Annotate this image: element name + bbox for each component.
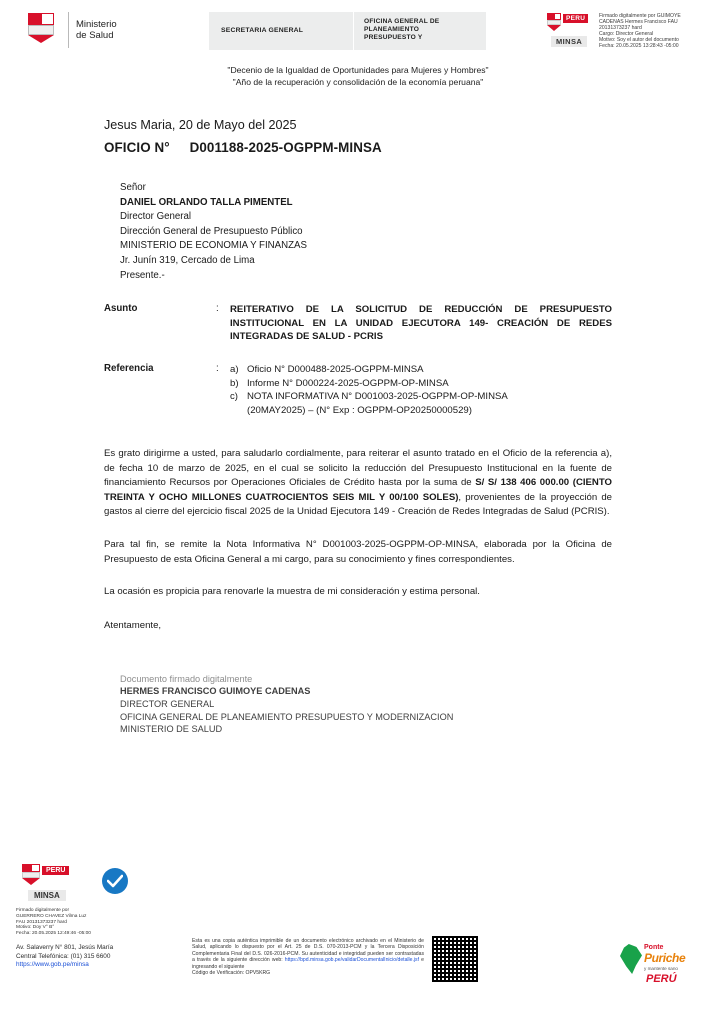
addressee-name: DANIEL ORLANDO TALLA PIMENTEL xyxy=(120,196,293,208)
authenticity-note xyxy=(192,938,424,976)
paragraph-2: Para tal fin, se remite la Nota Informativa N° D001003-2025-OGPPM-OP-MINSA, elaborada por la Oficina de Presupuesto de esta Oficina General a mi cargo, para su conocimiento y fines correspondientes. xyxy=(104,538,612,565)
footer-signature-text xyxy=(16,908,176,937)
digital-signature-stamp-top xyxy=(545,12,715,54)
paragraph-1-part-b: , provenientes de la proyección de gastos al cierre del ejercicio fiscal 2025 de la Unidad Ejecutora 149 - Creación de Redes Integradas de Salud (PCRIS). xyxy=(104,491,613,518)
asunto-colon: : xyxy=(216,303,219,315)
ref-letter-b: b) xyxy=(230,377,239,389)
place-and-date: Jesus Maria, 20 de Mayo del 2025 xyxy=(104,118,297,132)
sig-top-line-5: Motivo: Soy el autor del documento xyxy=(599,37,679,44)
minsa-tag: MINSA xyxy=(551,36,587,47)
secretaria-general-label: SECRETARIA GENERAL xyxy=(221,27,304,34)
digital-signature-top-text xyxy=(599,13,715,50)
referencia-colon: : xyxy=(216,363,219,375)
minsa-badge-icon xyxy=(545,12,593,52)
addressee-presente: Presente.- xyxy=(120,269,165,281)
ref-text-b: Informe N° D000224-2025-OGPPM-OP-MINSA xyxy=(247,377,449,389)
footer-sig-line-5: Fecha: 20.05.2025 12:49:46 -05:00 xyxy=(16,931,91,937)
footer-sig-line-4: Motivo: Doy V° B° xyxy=(16,925,55,931)
list-item xyxy=(230,363,612,376)
header-box-oficina-general xyxy=(353,12,486,50)
sig-top-line-6: Fecha: 20.05.2025 13:28:43 -05:00 xyxy=(599,43,679,50)
asunto-block xyxy=(104,303,612,343)
oficina-line-1: OFICINA GENERAL DE xyxy=(364,18,440,25)
signer-entity: MINISTERIO DE SALUD xyxy=(120,724,223,735)
addressee-position: Director General xyxy=(120,211,192,223)
ref-text-a: Oficio N° D000488-2025-OGPPM-MINSA xyxy=(247,364,424,376)
header-divider xyxy=(68,12,69,48)
signer-title: DIRECTOR GENERAL xyxy=(120,698,215,709)
ref-letter-c: c) xyxy=(230,391,238,403)
authenticity-note-tail: e ingresando el siguiente xyxy=(192,957,424,970)
footer-sig-line-1: Firmado digitalmente por xyxy=(16,908,70,913)
list-item xyxy=(230,377,612,390)
signature-block xyxy=(120,673,612,736)
authenticity-note-text: Esta es una copia auténtica imprimible de un documento electrónico archivado en el Ministerio de Salud, aplicando lo dispuesto por el Art. 25 de D.S. 070-2013-PCM y la Tercera Disposición Complementaria Final del D.S. 026-2016-PCM. Su autenticidad e integridad pueden ser contrastadas a través de la siguiente dirección web: xyxy=(192,938,424,964)
paragraph-1 xyxy=(104,447,612,520)
peru-tag: PERU xyxy=(563,14,588,23)
campaign-line-1: Ponte xyxy=(644,944,664,951)
addressee-entity: MINISTERIO DE ECONOMIA Y FINANZAS xyxy=(120,240,307,252)
asunto-label: Asunto xyxy=(104,303,138,315)
oficio-line xyxy=(104,140,612,155)
paragraph-1-amount: S/ S/ 138 406 000.00 (CIENTO TREINTA Y OCHO MILLONES CUATROCIENTOS SEIS MIL Y 00/100 SOLES) xyxy=(104,477,613,503)
referencia-block xyxy=(104,363,612,417)
minsa-tag-footer: MINSA xyxy=(28,890,66,901)
footer-address-line-1: Av. Salaverry N° 801, Jesús María xyxy=(16,944,114,951)
digital-signature-stamp-bottom xyxy=(16,862,186,937)
closing-line: Atentamente, xyxy=(104,619,162,631)
verification-code: Código de Verificación: OPV5KRG xyxy=(192,970,271,977)
sig-top-line-1: Firmado digitalmente por GUIMOYE xyxy=(599,13,681,19)
slogan-line-1: "Decenio de la Igualdad de Oportunidades para Mujeres y Hombres" xyxy=(227,65,489,75)
peru-coat-of-arms-icon xyxy=(20,10,62,50)
paragraph-1-part-a: Es grato dirigirme a usted, para saludarlo cordialmente, para reiterar el asunto tratado en el Oficio de la referencia a), de fecha 10 de marzo de 2025, en el cual se solicito la reducción del Presupuesto Institucional en la fuente de financiamiento Recursos por Operaciones Oficiales de Crédito hasta por la suma de xyxy=(104,448,612,489)
sig-top-line-3: 20131373237 hard xyxy=(599,25,642,32)
list-item xyxy=(230,390,612,403)
sig-top-line-2: CADENAS Hermes Francisco FAU xyxy=(599,19,678,26)
oficio-label: OFICIO N° xyxy=(104,140,170,155)
peru-map-icon xyxy=(620,944,642,974)
addressee-address: Jr. Junín 319, Cercado de Lima xyxy=(120,254,255,266)
asunto-text: REITERATIVO DE LA SOLICITUD DE REDUCCIÓN DE PRESUPUESTO INSTITUCIONAL EN LA UNIDAD EJECUTORA 149- CREACIÓN DE REDES INTEGRADAS DE SALUD - PCRIS xyxy=(230,304,612,342)
referencia-label: Referencia xyxy=(104,363,154,375)
paragraph-3: La ocasión es propicia para renovarle la muestra de mi consideración y estima personal. xyxy=(104,586,480,598)
oficina-line-2: PLANEAMIENTO xyxy=(364,26,420,33)
addressee-block xyxy=(120,181,612,283)
oficina-general-label xyxy=(364,18,439,42)
verified-check-icon xyxy=(102,868,128,894)
addressee-office: Dirección General de Presupuesto Público xyxy=(120,225,303,237)
header-box-secretaria-general xyxy=(208,12,353,50)
footer-sig-line-3: FAU 20131373237 hard xyxy=(16,919,67,925)
document-header xyxy=(20,8,696,56)
ref-letter-a: a) xyxy=(230,364,239,376)
ministry-name xyxy=(76,19,117,41)
verification-qr-code xyxy=(432,936,478,982)
footer-address xyxy=(16,944,113,970)
ref-text-c: NOTA INFORMATIVA N° D001003-2025-OGPPM-OP-MINSA xyxy=(247,391,508,403)
signer-name: HERMES FRANCISCO GUIMOYE CADENAS xyxy=(120,686,311,697)
campaign-line-2: Puriche xyxy=(644,951,686,965)
addressee-salutation: Señor xyxy=(120,182,146,193)
ministry-line-1: Ministerio xyxy=(76,19,117,30)
minsa-badge-icon-footer xyxy=(16,862,90,906)
referencia-list xyxy=(230,363,612,417)
ministry-line-2: de Salud xyxy=(76,30,114,41)
slogan-line-2: "Año de la recuperación y consolidación de la economía peruana" xyxy=(232,77,484,87)
signer-office: OFICINA GENERAL DE PLANEAMIENTO PRESUPUESTO Y MODERNIZACION xyxy=(120,711,454,722)
campaign-logo xyxy=(616,942,700,988)
footer-website-link[interactable]: https://www.gob.pe/minsa xyxy=(16,961,89,969)
official-slogan xyxy=(0,64,716,88)
footer-sig-line-2: GUERRERO CHAVEZ Vilma Luz xyxy=(16,913,87,919)
footer-address-line-2: Central Telefónica: (01) 315 6600 xyxy=(16,952,111,960)
campaign-line-3: y mantente sano xyxy=(644,966,678,971)
ref-sub-text: (20MAY2025) – (N° Exp : OGPPM-OP20250000529) xyxy=(247,404,472,416)
document-body xyxy=(104,118,612,736)
peru-tag-footer: PERU xyxy=(42,866,69,875)
oficio-number: D001188-2025-OGPPM-MINSA xyxy=(189,140,382,155)
campaign-peru-word: PERÚ xyxy=(646,973,677,985)
authenticity-note-link[interactable]: https://bpd.minsa.gob.pe/validarDocumentalInicio/detalle.jsf xyxy=(284,957,420,964)
sig-top-line-4: Cargo: Director General xyxy=(599,31,654,38)
oficina-line-3: PRESUPUESTO Y xyxy=(364,34,423,41)
signature-note: Documento firmado digitalmente xyxy=(120,673,253,684)
